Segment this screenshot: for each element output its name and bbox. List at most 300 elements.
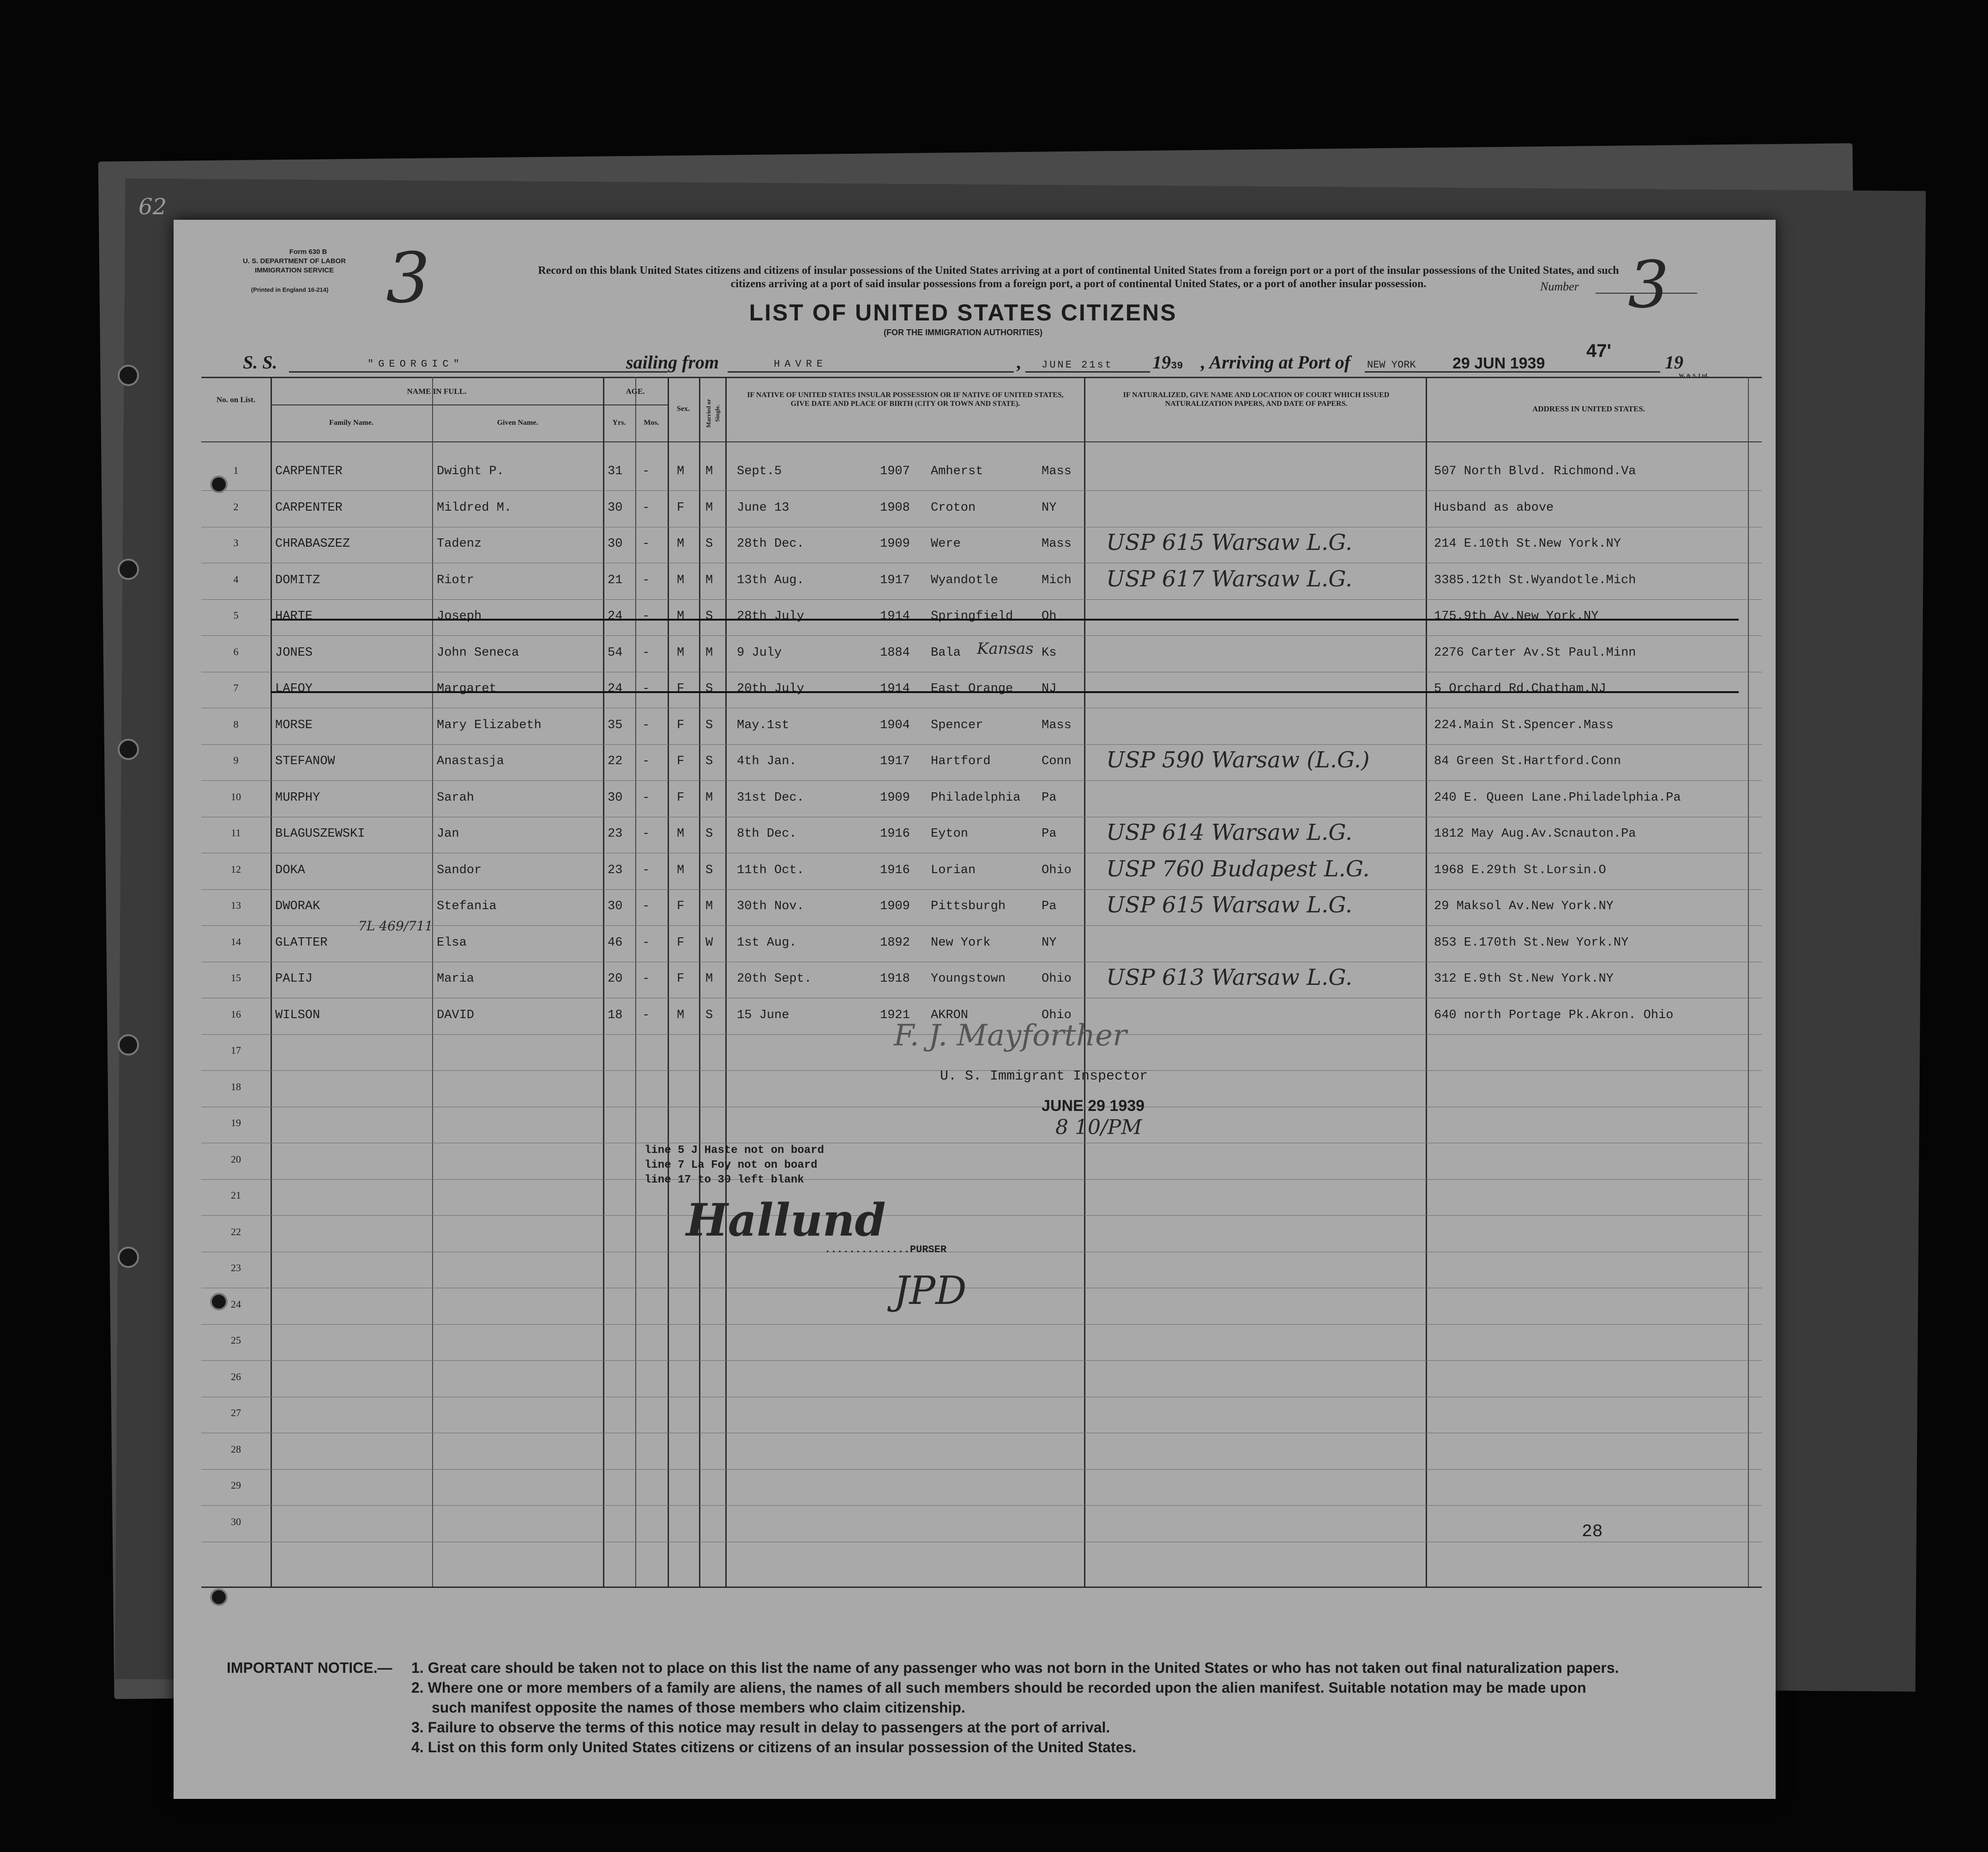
- table-row: [201, 455, 1762, 491]
- cell-yrs: 22: [608, 754, 623, 768]
- cell-bplace: Springfield: [931, 609, 1013, 623]
- header-married: Married or Single.: [705, 398, 721, 428]
- cell-ms: S: [705, 682, 713, 696]
- sailing-label: sailing from: [626, 352, 719, 373]
- header-no: No. on List.: [216, 395, 256, 404]
- cell-address: 2276 Carter Av.St Paul.Minn: [1434, 645, 1636, 660]
- ship-name-line: [289, 371, 668, 373]
- purser-notes: [645, 1143, 824, 1188]
- cell-family: DWORAK: [275, 899, 320, 913]
- list-number-right: 3: [1628, 247, 1669, 323]
- passenger-table: [201, 377, 1762, 1587]
- cell-ms: S: [705, 537, 713, 551]
- cell-family: WILSON: [275, 1008, 320, 1022]
- cell-sex: F: [677, 899, 685, 913]
- cell-no: 28: [231, 1443, 241, 1455]
- cell-ms: S: [705, 863, 713, 877]
- cell-given: Elsa: [437, 935, 467, 950]
- cell-no: 8: [233, 718, 239, 730]
- page-title: LIST OF UNITED STATES CITIZENS: [749, 300, 1177, 326]
- cell-yrs: 21: [608, 573, 623, 587]
- header-mos: Mos.: [644, 419, 659, 427]
- cell-mos: -: [642, 718, 650, 732]
- cell-ms: M: [705, 899, 713, 913]
- cell-bdate: 15 June: [737, 1008, 789, 1022]
- cell-address: 312 E.9th St.New York.NY: [1434, 972, 1614, 986]
- cell-address: 29 Maksol Av.New York.NY: [1434, 899, 1614, 913]
- purser-note: line 17 to 30 left blank: [645, 1174, 804, 1186]
- cell-address: 5 Orchard Rd.Chatham.NJ: [1434, 682, 1606, 696]
- comma-1: ,: [1016, 352, 1021, 373]
- strike-through-line: [271, 691, 1739, 693]
- table-row: [201, 1289, 1762, 1325]
- cell-bplace: Youngstown: [931, 972, 1006, 986]
- cell-no: 11: [231, 827, 241, 839]
- table-top-rule: [201, 377, 1762, 378]
- table-row: [201, 1108, 1762, 1144]
- cell-bstate: NY: [1042, 501, 1057, 515]
- cell-no: 7: [233, 682, 239, 694]
- table-row: [201, 854, 1762, 890]
- purser-label: ..............PURSER: [825, 1244, 947, 1255]
- cell-yrs: 18: [608, 1008, 623, 1022]
- header-naturalized: IF NATURALIZED, GIVE NAME AND LOCATION OF COURT WHICH ISSUED NATURALIZATION PAPERS, AND DATE OF PAPERS.: [1123, 391, 1390, 408]
- row-rule: [201, 744, 1762, 745]
- cell-family: CHRABASZEZ: [275, 537, 350, 551]
- strike-through-line: [271, 619, 1739, 621]
- cell-bstate: Ks: [1042, 645, 1057, 660]
- cell-bplace: Philadelphia: [931, 790, 1021, 805]
- arrival-stamp: 29 JUN 1939: [1452, 355, 1545, 372]
- header-address: ADDRESS IN UNITED STATES.: [1532, 404, 1645, 413]
- binder-hole: [210, 476, 228, 493]
- cell-given: Mildred M.: [437, 501, 512, 515]
- cell-family: PALIJ: [275, 972, 313, 986]
- cell-no: 5: [233, 609, 239, 621]
- from-line: [728, 371, 1014, 373]
- ship-name: "GEORGIC": [367, 358, 464, 370]
- cell-bstate: Mass: [1042, 465, 1072, 478]
- cell-bdate: June 13: [737, 501, 789, 515]
- cell-ms: M: [705, 501, 713, 515]
- cell-bdate: 13th Aug.: [737, 573, 804, 587]
- cell-bplace: New York: [931, 935, 991, 950]
- cell-given: Sandor: [437, 863, 482, 877]
- cell-ms: M: [705, 790, 713, 805]
- cell-sex: F: [677, 754, 685, 768]
- cell-ms: S: [705, 1008, 713, 1022]
- printer-mark: W. & S. Ltd.: [1679, 372, 1709, 379]
- cell-address: 853 E.170th St.New York.NY: [1434, 935, 1629, 950]
- cell-yrs: 23: [608, 827, 623, 841]
- cell-bdate: 8th Dec.: [737, 827, 797, 841]
- cell-address: 640 north Portage Pk.Akron. Ohio: [1434, 1008, 1674, 1022]
- row-rule: [201, 1324, 1762, 1325]
- cell-sex: F: [677, 501, 685, 515]
- cell-ms: M: [705, 573, 713, 587]
- year-prefix: [1152, 351, 1183, 373]
- table-row: [201, 600, 1762, 636]
- cell-mos: -: [642, 501, 650, 515]
- manifest-page: [174, 220, 1776, 1799]
- cell-mos: -: [642, 754, 650, 768]
- cell-bstate: NJ: [1042, 682, 1057, 696]
- notice-label: IMPORTANT NOTICE.—: [227, 1659, 392, 1676]
- arrival-mark: 47': [1586, 341, 1612, 361]
- cell-bplace: Eyton: [931, 827, 969, 841]
- cell-given: Dwight P.: [437, 465, 504, 478]
- cell-given: Joseph: [437, 609, 482, 623]
- cell-bstate: Ohio: [1042, 972, 1072, 986]
- notice-item: 3. Failure to observe the terms of this notice may result in delay to passengers at the port of arrival.: [411, 1719, 1110, 1736]
- cell-ms: S: [705, 754, 713, 768]
- table-row: [201, 782, 1762, 818]
- cell-no: 13: [231, 899, 241, 911]
- form-number: Form 630 B: [289, 248, 327, 256]
- cell-family: JONES: [275, 645, 313, 660]
- header-name-in-full: NAME IN FULL.: [407, 387, 467, 396]
- cell-byear: 1916: [880, 827, 910, 841]
- name-subheader-rule: [271, 404, 603, 405]
- cell-no: 30: [231, 1515, 241, 1527]
- cell-naturalization: USP 760 Budapest L.G.: [1106, 856, 1370, 882]
- table-row: [201, 1362, 1762, 1398]
- cell-family: MORSE: [275, 718, 313, 732]
- cell-sex: M: [677, 1008, 685, 1022]
- cell-family: MURPHY: [275, 790, 320, 805]
- department: U. S. DEPARTMENT OF LABOR: [243, 257, 346, 265]
- table-row: [201, 564, 1762, 600]
- cell-sex: M: [677, 537, 685, 551]
- inspector-mark: 8 10/PM: [1055, 1116, 1142, 1139]
- printed-note: (Printed in England 16-214): [251, 286, 329, 293]
- header-given: Given Name.: [497, 419, 538, 427]
- arriving-label: , Arriving at Port of: [1201, 352, 1351, 373]
- form-header: [243, 247, 346, 295]
- row-rule: [201, 599, 1762, 600]
- cell-mos: -: [642, 972, 650, 986]
- cell-bstate: Pa: [1042, 790, 1057, 805]
- cell-ms: S: [705, 718, 713, 732]
- cell-mos: -: [642, 537, 650, 551]
- cell-yrs: 30: [608, 501, 623, 515]
- cell-address: 3385.12th St.Wyandotle.Mich: [1434, 573, 1636, 587]
- header-family: Family Name.: [329, 419, 374, 427]
- cell-bplace: Lorian: [931, 863, 976, 877]
- cell-no: 18: [231, 1080, 241, 1092]
- cell-address: Husband as above: [1434, 501, 1554, 515]
- cell-no: 21: [231, 1189, 241, 1201]
- cell-no: 10: [231, 790, 241, 802]
- cell-byear: 1892: [880, 935, 910, 950]
- purser-note: line 7 La Foy not on board: [645, 1159, 818, 1171]
- cell-no: 22: [231, 1225, 241, 1237]
- cell-family: STEFANOW: [275, 754, 335, 768]
- row-rule: [201, 1360, 1762, 1361]
- cell-byear: 1907: [880, 465, 910, 478]
- cell-bdate: May.1st: [737, 718, 789, 732]
- intro-text: Record on this blank United States citizens and citizens of insular possessions of the United States arriving at a port of continental United States from a foreign port or a port of the insular possessions of the United States, and such citizens arriving at a port of said insular possessions from a foreign port, a port of continental United States, or a port of another insular possession.: [538, 265, 1619, 290]
- cell-bdate: 20th Sept.: [737, 972, 812, 986]
- cell-bplace: AKRON: [931, 1008, 969, 1022]
- cell-yrs: 31: [608, 465, 623, 478]
- initials: JPD: [894, 1268, 967, 1313]
- cell-sex: M: [677, 609, 685, 623]
- notice-item: 4. List on this form only United States citizens or citizens of an insular possession of the United States.: [411, 1739, 1137, 1755]
- table-row: [201, 818, 1762, 854]
- cell-no: 3: [233, 537, 239, 549]
- cell-yrs: 30: [608, 537, 623, 551]
- table-row: [201, 709, 1762, 745]
- inspector-date: JUNE 29 1939: [1042, 1097, 1145, 1115]
- cell-given: Maria: [437, 972, 475, 986]
- cell-byear: 1914: [880, 609, 910, 623]
- cell-byear: 1909: [880, 899, 910, 913]
- cell-sex: F: [677, 682, 685, 696]
- cell-bplace: Spencer: [931, 718, 983, 732]
- inspector-title: U. S. Immigrant Inspector: [940, 1068, 1148, 1084]
- binder-hole: [210, 1588, 228, 1606]
- cell-yrs: 54: [608, 645, 623, 660]
- cell-ms: W: [705, 935, 713, 950]
- cell-bstate: Conn: [1042, 754, 1072, 768]
- cell-byear: 1916: [880, 863, 910, 877]
- year-prefix-text: 19: [1152, 352, 1171, 373]
- table-row: [201, 528, 1762, 564]
- table-row: [201, 1470, 1762, 1506]
- cell-bstate: Mass: [1042, 718, 1072, 732]
- cell-no: 4: [233, 573, 239, 585]
- cell-bplace: Bala: [931, 645, 961, 660]
- sailing-year: 39: [1171, 360, 1183, 372]
- cell-mos: -: [642, 790, 650, 805]
- cell-given: Stefania: [437, 899, 497, 913]
- table-row: [201, 673, 1762, 709]
- cell-sex: M: [677, 645, 685, 660]
- cell-ms: S: [705, 827, 713, 841]
- cell-bstate: NY: [1042, 935, 1057, 950]
- cell-no: 1: [233, 465, 239, 476]
- cell-bplace: Wyandotle: [931, 573, 998, 587]
- number-label: Number: [1540, 280, 1579, 293]
- cell-naturalization: USP 615 Warsaw L.G.: [1106, 530, 1353, 555]
- cell-given: John Seneca: [437, 645, 519, 660]
- notice-items: [411, 1658, 1750, 1757]
- list-number-left: 3: [386, 238, 430, 319]
- date-line: [1025, 371, 1150, 373]
- cell-byear: 1909: [880, 537, 910, 551]
- cell-ms: M: [705, 465, 713, 478]
- cell-bdate: 1st Aug.: [737, 935, 797, 950]
- cell-sex: F: [677, 972, 685, 986]
- cell-bdate: 4th Jan.: [737, 754, 797, 768]
- cell-no: 6: [233, 645, 239, 658]
- binder-hole: [118, 365, 139, 386]
- cell-byear: 1908: [880, 501, 910, 515]
- table-row: [201, 492, 1762, 528]
- cell-yrs: 23: [608, 863, 623, 877]
- cell-no: 12: [231, 863, 241, 875]
- cell-no: 26: [231, 1370, 241, 1382]
- cell-sex: F: [677, 790, 685, 805]
- table-row: [201, 1507, 1762, 1543]
- cell-family: CARPENTER: [275, 465, 343, 478]
- cell-bstate: Oh: [1042, 609, 1057, 623]
- row-rule: [201, 889, 1762, 890]
- row-rule: [201, 1505, 1762, 1506]
- cell-byear: 1884: [880, 645, 910, 660]
- cell-address: 214 E.10th St.New York.NY: [1434, 537, 1621, 551]
- cell-family-note: 7L 469/711: [358, 918, 433, 934]
- cell-given: Riotr: [437, 573, 475, 587]
- table-row: [201, 745, 1762, 781]
- header-birth: IF NATIVE OF UNITED STATES INSULAR POSSESSION OR IF NATIVE OF UNITED STATES, GIVE DATE AND PLACE OF BIRTH (CITY OR TOWN AND STATE).: [747, 391, 1064, 408]
- cell-mos: -: [642, 682, 650, 696]
- cell-mos: -: [642, 899, 650, 913]
- cell-mos: -: [642, 827, 650, 841]
- cell-no: 25: [231, 1334, 241, 1346]
- row-rule: [201, 780, 1762, 781]
- binder-hole: [118, 1034, 139, 1056]
- cell-byear: 1917: [880, 573, 910, 587]
- row-rule: [201, 925, 1762, 926]
- page-subtitle: (FOR THE IMMIGRATION AUTHORITIES): [884, 328, 1042, 337]
- cell-yrs: 20: [608, 972, 623, 986]
- table-bottom-rule: [201, 1587, 1762, 1588]
- cell-no: 27: [231, 1407, 241, 1418]
- cell-bdate: 28th July: [737, 609, 804, 623]
- cell-bstate: Ohio: [1042, 863, 1072, 877]
- cell-address: 1968 E.29th St.Lorsin.O: [1434, 863, 1606, 877]
- binder-hole: [210, 1293, 228, 1310]
- binder-hole: [118, 1247, 139, 1268]
- cell-address: 175.9th Av.New York.NY: [1434, 609, 1599, 623]
- cell-address: 1812 May Aug.Av.Scnauton.Pa: [1434, 827, 1636, 841]
- cell-bplace: East Orange: [931, 682, 1013, 696]
- cell-bdate: 11th Oct.: [737, 863, 804, 877]
- cell-address: 84 Green St.Hartford.Conn: [1434, 754, 1621, 768]
- cell-sex: M: [677, 827, 685, 841]
- cell-sex: M: [677, 573, 685, 587]
- cell-yrs: 24: [608, 609, 623, 623]
- cell-bdate: 30th Nov.: [737, 899, 804, 913]
- cell-sex: M: [677, 863, 685, 877]
- cell-address: 507 North Blvd. Richmond.Va: [1434, 465, 1636, 478]
- service: IMMIGRATION SERVICE: [254, 266, 334, 274]
- notice-item: such manifest opposite the names of those members who claim citizenship.: [432, 1699, 965, 1716]
- cell-birthplace-note: Kansas: [977, 639, 1034, 658]
- binder-hole: [118, 739, 139, 760]
- header-age: AGE.: [626, 387, 645, 396]
- cell-yrs: 30: [608, 899, 623, 913]
- cell-byear: 1921: [880, 1008, 910, 1022]
- inspector-signature: F. J. Mayforther: [894, 1019, 1127, 1053]
- table-header-rule: [201, 441, 1762, 442]
- cell-given: Sarah: [437, 790, 475, 805]
- cell-given: Margaret: [437, 682, 497, 696]
- cell-bplace: Pittsburgh: [931, 899, 1006, 913]
- cell-sex: F: [677, 935, 685, 950]
- cell-no: 9: [233, 754, 239, 766]
- cell-no: 19: [231, 1117, 241, 1128]
- cell-bdate: 31st Dec.: [737, 790, 804, 805]
- cell-ms: M: [705, 972, 713, 986]
- page-mark: 28: [1582, 1522, 1603, 1542]
- cell-naturalization: USP 617 Warsaw L.G.: [1106, 566, 1353, 592]
- cell-sex: F: [677, 718, 685, 732]
- cell-bdate: 28th Dec.: [737, 537, 804, 551]
- cell-given: Jan: [437, 827, 459, 841]
- cell-mos: -: [642, 465, 650, 478]
- purser-note: line 5 J Haste not on board: [645, 1144, 824, 1157]
- cell-bstate: Pa: [1042, 827, 1057, 841]
- cell-no: 17: [231, 1044, 241, 1056]
- cell-bplace: Hartford: [931, 754, 991, 768]
- cell-bstate: Mich: [1042, 573, 1072, 587]
- cell-bplace: Amherst: [931, 465, 983, 478]
- age-subheader-rule: [603, 404, 668, 405]
- cell-bstate: Mass: [1042, 537, 1072, 551]
- cell-yrs: 30: [608, 790, 623, 805]
- cell-bstate: Pa: [1042, 899, 1057, 913]
- cell-family: HARTE: [275, 609, 313, 623]
- table-row: [201, 1144, 1762, 1180]
- cell-ms: S: [705, 609, 713, 623]
- cell-bstate: Ohio: [1042, 1008, 1072, 1022]
- cell-no: 24: [231, 1298, 241, 1310]
- header-yrs: Yrs.: [612, 419, 626, 427]
- row-rule: [201, 1469, 1762, 1470]
- table-row: [201, 1325, 1762, 1361]
- row-rule: [201, 1215, 1762, 1216]
- cell-naturalization: USP 613 Warsaw L.G.: [1106, 965, 1353, 990]
- cell-bdate: Sept.5: [737, 465, 782, 478]
- cell-sex: M: [677, 465, 685, 478]
- cell-family: DOKA: [275, 863, 305, 877]
- binder-hole: [118, 559, 139, 580]
- table-row: [201, 918, 1762, 963]
- sailing-from: HAVRE: [774, 358, 828, 370]
- cell-mos: -: [642, 863, 650, 877]
- year-label: 19: [1665, 352, 1683, 373]
- cell-byear: 1918: [880, 972, 910, 986]
- purser-signature: Hallund: [686, 1194, 886, 1246]
- cell-family: CARPENTER: [275, 501, 343, 515]
- cell-mos: -: [642, 1008, 650, 1022]
- cell-no: 23: [231, 1262, 241, 1273]
- cell-ms: M: [705, 645, 713, 660]
- table-row: [201, 1434, 1762, 1470]
- cell-address: 224.Main St.Spencer.Mass: [1434, 718, 1614, 732]
- cell-no: 20: [231, 1153, 241, 1165]
- table-row: [201, 637, 1762, 673]
- cell-address: 240 E. Queen Lane.Philadelphia.Pa: [1434, 790, 1681, 805]
- table-row: [201, 1398, 1762, 1434]
- cell-no: 14: [231, 935, 241, 947]
- ss-label: S. S.: [243, 352, 277, 373]
- cell-bplace: Croton: [931, 501, 976, 515]
- cell-byear: 1904: [880, 718, 910, 732]
- cell-mos: -: [642, 573, 650, 587]
- cell-given: Mary Elizabeth: [437, 718, 542, 732]
- table-row: [201, 963, 1762, 999]
- cell-family: LAFOY: [275, 682, 313, 696]
- cell-family: GLATTER: [275, 935, 328, 950]
- cell-mos: -: [642, 645, 650, 660]
- cell-given: DAVID: [437, 1008, 475, 1022]
- arrival-port: NEW YORK: [1367, 359, 1416, 371]
- header-sex: Sex.: [677, 405, 690, 413]
